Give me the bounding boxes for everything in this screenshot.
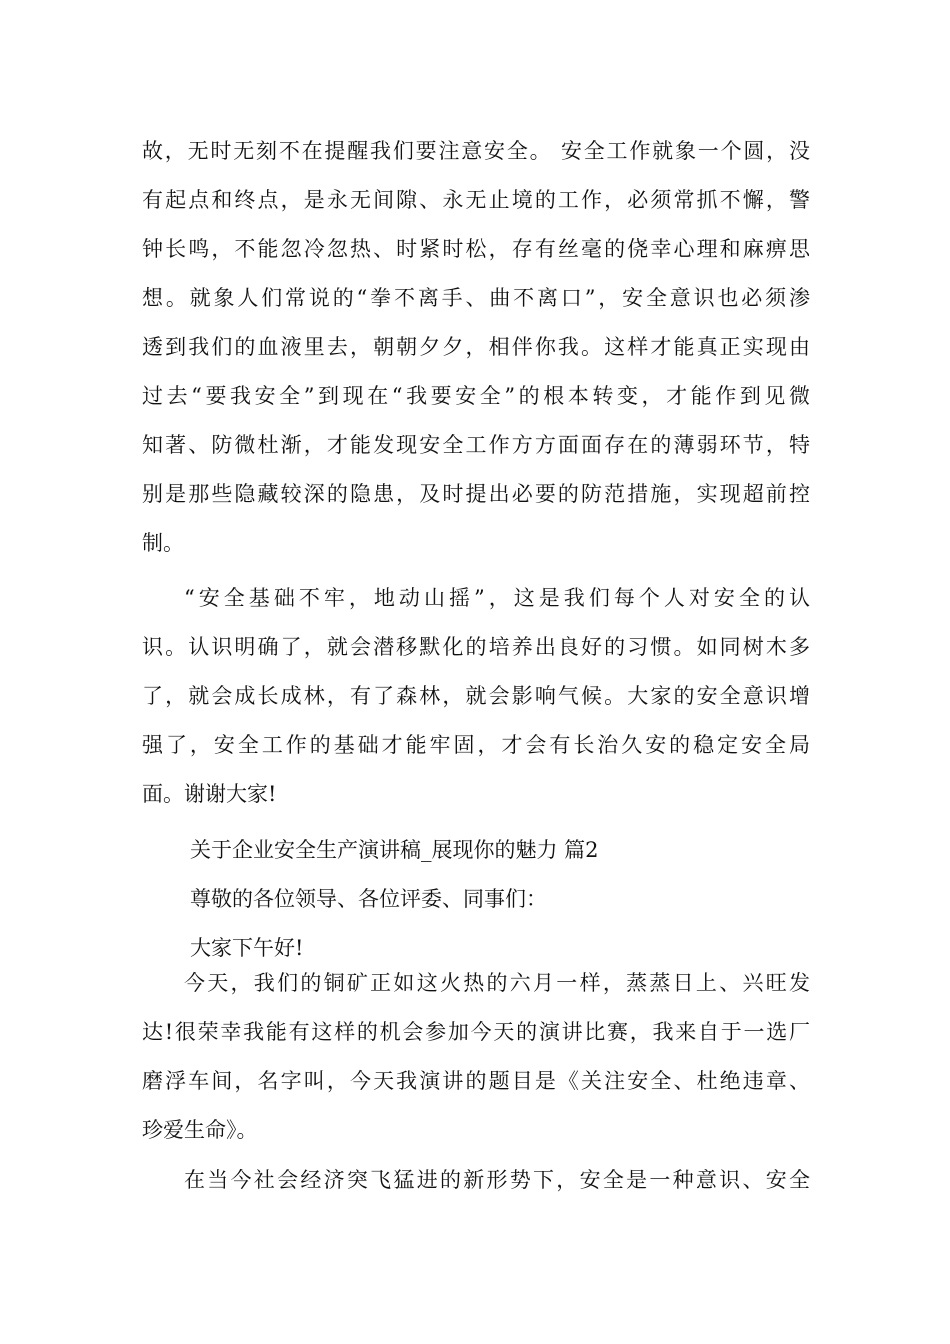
text-line: 想。就象人们常说的“拳不离手、曲不离口”，安全意识也必须渗 bbox=[142, 286, 810, 310]
paragraph-safety-foundation bbox=[142, 574, 810, 819]
text-line: 知著、防微杜渐，才能发现安全工作方方面面存在的薄弱环节，特 bbox=[142, 433, 810, 457]
paragraph-safety-awareness bbox=[142, 1156, 810, 1205]
salutation: 尊敬的各位领导、各位评委、同事们： bbox=[190, 887, 547, 911]
text-line: 钟长鸣，不能忽冷忽热、时紧时松，存有丝毫的侥幸心理和麻痹思 bbox=[142, 237, 810, 261]
greeting: 大家下午好! bbox=[190, 936, 304, 960]
text-line: 制。 bbox=[142, 531, 184, 555]
text-line: 有起点和终点，是永无间隙、永无止境的工作，必须常抓不懈，警 bbox=[142, 188, 810, 212]
section-title: 关于企业安全生产演讲稿_展现你的魅力 篇2 bbox=[190, 838, 599, 862]
text-line: 识。认识明确了，就会潜移默化的培养出良好的习惯。如同树木多 bbox=[142, 635, 810, 659]
paragraph-introduction bbox=[142, 959, 810, 1155]
text-line: 今天，我们的铜矿正如这火热的六月一样，蒸蒸日上、兴旺发 bbox=[184, 971, 810, 995]
text-line: 珍爱生命》。 bbox=[142, 1118, 258, 1142]
text-line: 磨浮车间，名字叫，今天我演讲的题目是《关注安全、杜绝违章、 bbox=[142, 1069, 810, 1093]
paragraph-safety-circle bbox=[142, 127, 810, 568]
text-line: 故，无时无刻不在提醒我们要注意安全。 安全工作就象一个圆，没 bbox=[142, 139, 810, 163]
text-line: 达!很荣幸我能有这样的机会参加今天的演讲比赛，我来自于一选厂 bbox=[142, 1020, 810, 1044]
text-line: 在当今社会经济突飞猛进的新形势下，安全是一种意识、安全 bbox=[184, 1168, 810, 1192]
text-line: “安全基础不牢，地动山摇”，这是我们每个人对安全的认 bbox=[184, 586, 810, 610]
text-line: 透到我们的血液里去，朝朝夕夕，相伴你我。这样才能真正实现由 bbox=[142, 335, 810, 359]
text-line: 了，就会成长成林，有了森林，就会影响气候。大家的安全意识增 bbox=[142, 684, 810, 708]
text-line: 强了，安全工作的基础才能牢固，才会有长治久安的稳定安全局 bbox=[142, 733, 810, 757]
text-line: 过去“要我安全”到现在“我要安全”的根本转变，才能作到见微 bbox=[142, 384, 810, 408]
text-line: 别是那些隐藏较深的隐患，及时提出必要的防范措施，实现超前控 bbox=[142, 482, 810, 506]
text-line: 面。谢谢大家! bbox=[142, 782, 277, 806]
